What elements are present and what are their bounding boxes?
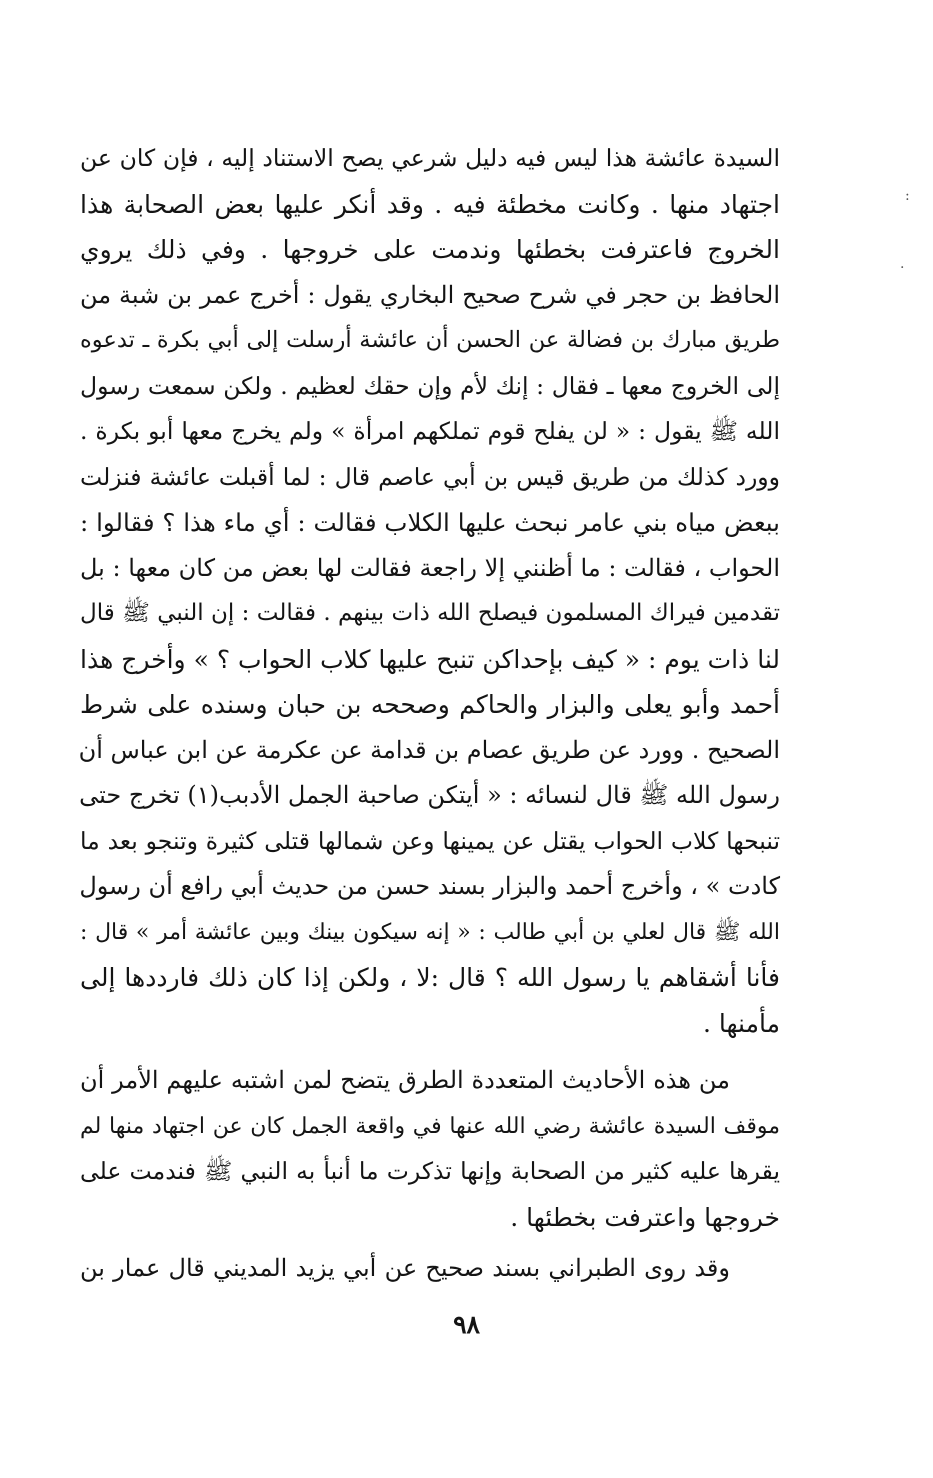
text-line: من هذه الأحاديث المتعددة الطرق يتضح لمن اشتبه عليهم الأمر أن (80, 1066, 730, 1094)
paragraph-2 (80, 1058, 780, 1240)
margin-dot: . (900, 256, 905, 272)
text-line: رسول الله ﷺ قال لنسائه : « أيتكن صاحبة الجمل الأدبب(١) تخرج حتى (79, 781, 780, 809)
text-line: اجتهاد منها . وكانت مخطئة فيه . وقد أنكر عليها بعض الصحابة هذا (80, 189, 780, 219)
text-line: طريق مبارك بن فضالة عن الحسن أن عائشة أرسلت إلى أبي بكرة ـ تدعوه (80, 327, 780, 353)
text-line: موقف السيدة عائشة رضي الله عنها في واقعة الجمل كان عن اجتهاد منها لم (80, 1113, 780, 1139)
text-line: أحمد وأبو يعلى والبزار والحاكم وصححه بن حبان وسنده على شرط (80, 690, 780, 719)
text-line: الله ﷺ يقول : « لن يفلح قوم تملكهم امرأة » ولم يخرج معها أبو بكرة . (80, 417, 780, 445)
text-line: كادت » ، وأخرج أحمد والبزار بسند حسن من حديث أبي رافع أن رسول (79, 872, 780, 900)
text-line: إلى الخروج معها ـ فقال : إنك لأم وإن حقك لعظيم . ولكن سمعت رسول (80, 371, 780, 400)
margin-dots: : (905, 188, 910, 204)
text-line: الحافظ بن حجر في شرح صحيح البخاري يقول : أخرج عمر بن شبة من (80, 280, 780, 309)
text-line: خروجها واعترفت بخطئها . (510, 1202, 780, 1232)
text-line: فأنا أشقاهم يا رسول الله ؟ قال :لا ، ولكن إذا كان ذلك فارددها إلى (80, 963, 780, 992)
text-line: وقد روى الطبراني بسند صحيح عن أبي يزيد المديني قال عمار بن (80, 1254, 730, 1282)
text-line: الله ﷺ قال لعلي بن أبي طالب : « إنه سيكون بينك وبين عائشة أمر » قال : (80, 919, 780, 945)
text-line: مأمنها . (703, 1008, 780, 1038)
text-line: تقدمين فيراك المسلمون فيصلح الله ذات بينهم . فقالت : إن النبي ﷺ قال (80, 600, 780, 626)
paragraph-3 (80, 1246, 780, 1292)
text-line: يقرها عليه كثير من الصحابة وإنها تذكرت ما أنبأ به النبي ﷺ فندمت على (80, 1157, 780, 1185)
text-line: الصحيح . وورد عن طريق عصام بن قدامة عن عكرمة عن ابن عباس أن (78, 735, 780, 764)
text-line: السيدة عائشة هذا ليس فيه دليل شرعي يصح الاستناد إليه ، فإن كان عن (80, 144, 780, 172)
text-line: وورد كذلك من طريق قيس بن أبي عاصم قال : لما أقبلت عائشة فنزلت (80, 462, 780, 491)
page-number: ٩٨ (453, 1310, 480, 1339)
text-line: الحواب ، فقالت : ما أظنني إلا راجعة فقالت لها بعض من كان معها : بل (80, 553, 780, 582)
text-line: الخروج فاعترفت بخطئها وندمت على خروجها . وفي ذلك يروي (80, 235, 780, 264)
paragraph-1 (80, 136, 780, 1046)
text-line: تنبحها كلاب الحواب يقتل عن يمينها وعن شمالها قتلى كثيرة وتنجو بعد ما (80, 826, 780, 855)
text-line: ببعض مياه بني عامر نبحث عليها الكلاب فقالت : أي ماء هذا ؟ فقالوا : (80, 508, 780, 537)
text-line: لنا ذات يوم : « كيف بإحداكن تنبح عليها كلاب الحواب ؟ » وأخرج هذا (80, 644, 780, 674)
